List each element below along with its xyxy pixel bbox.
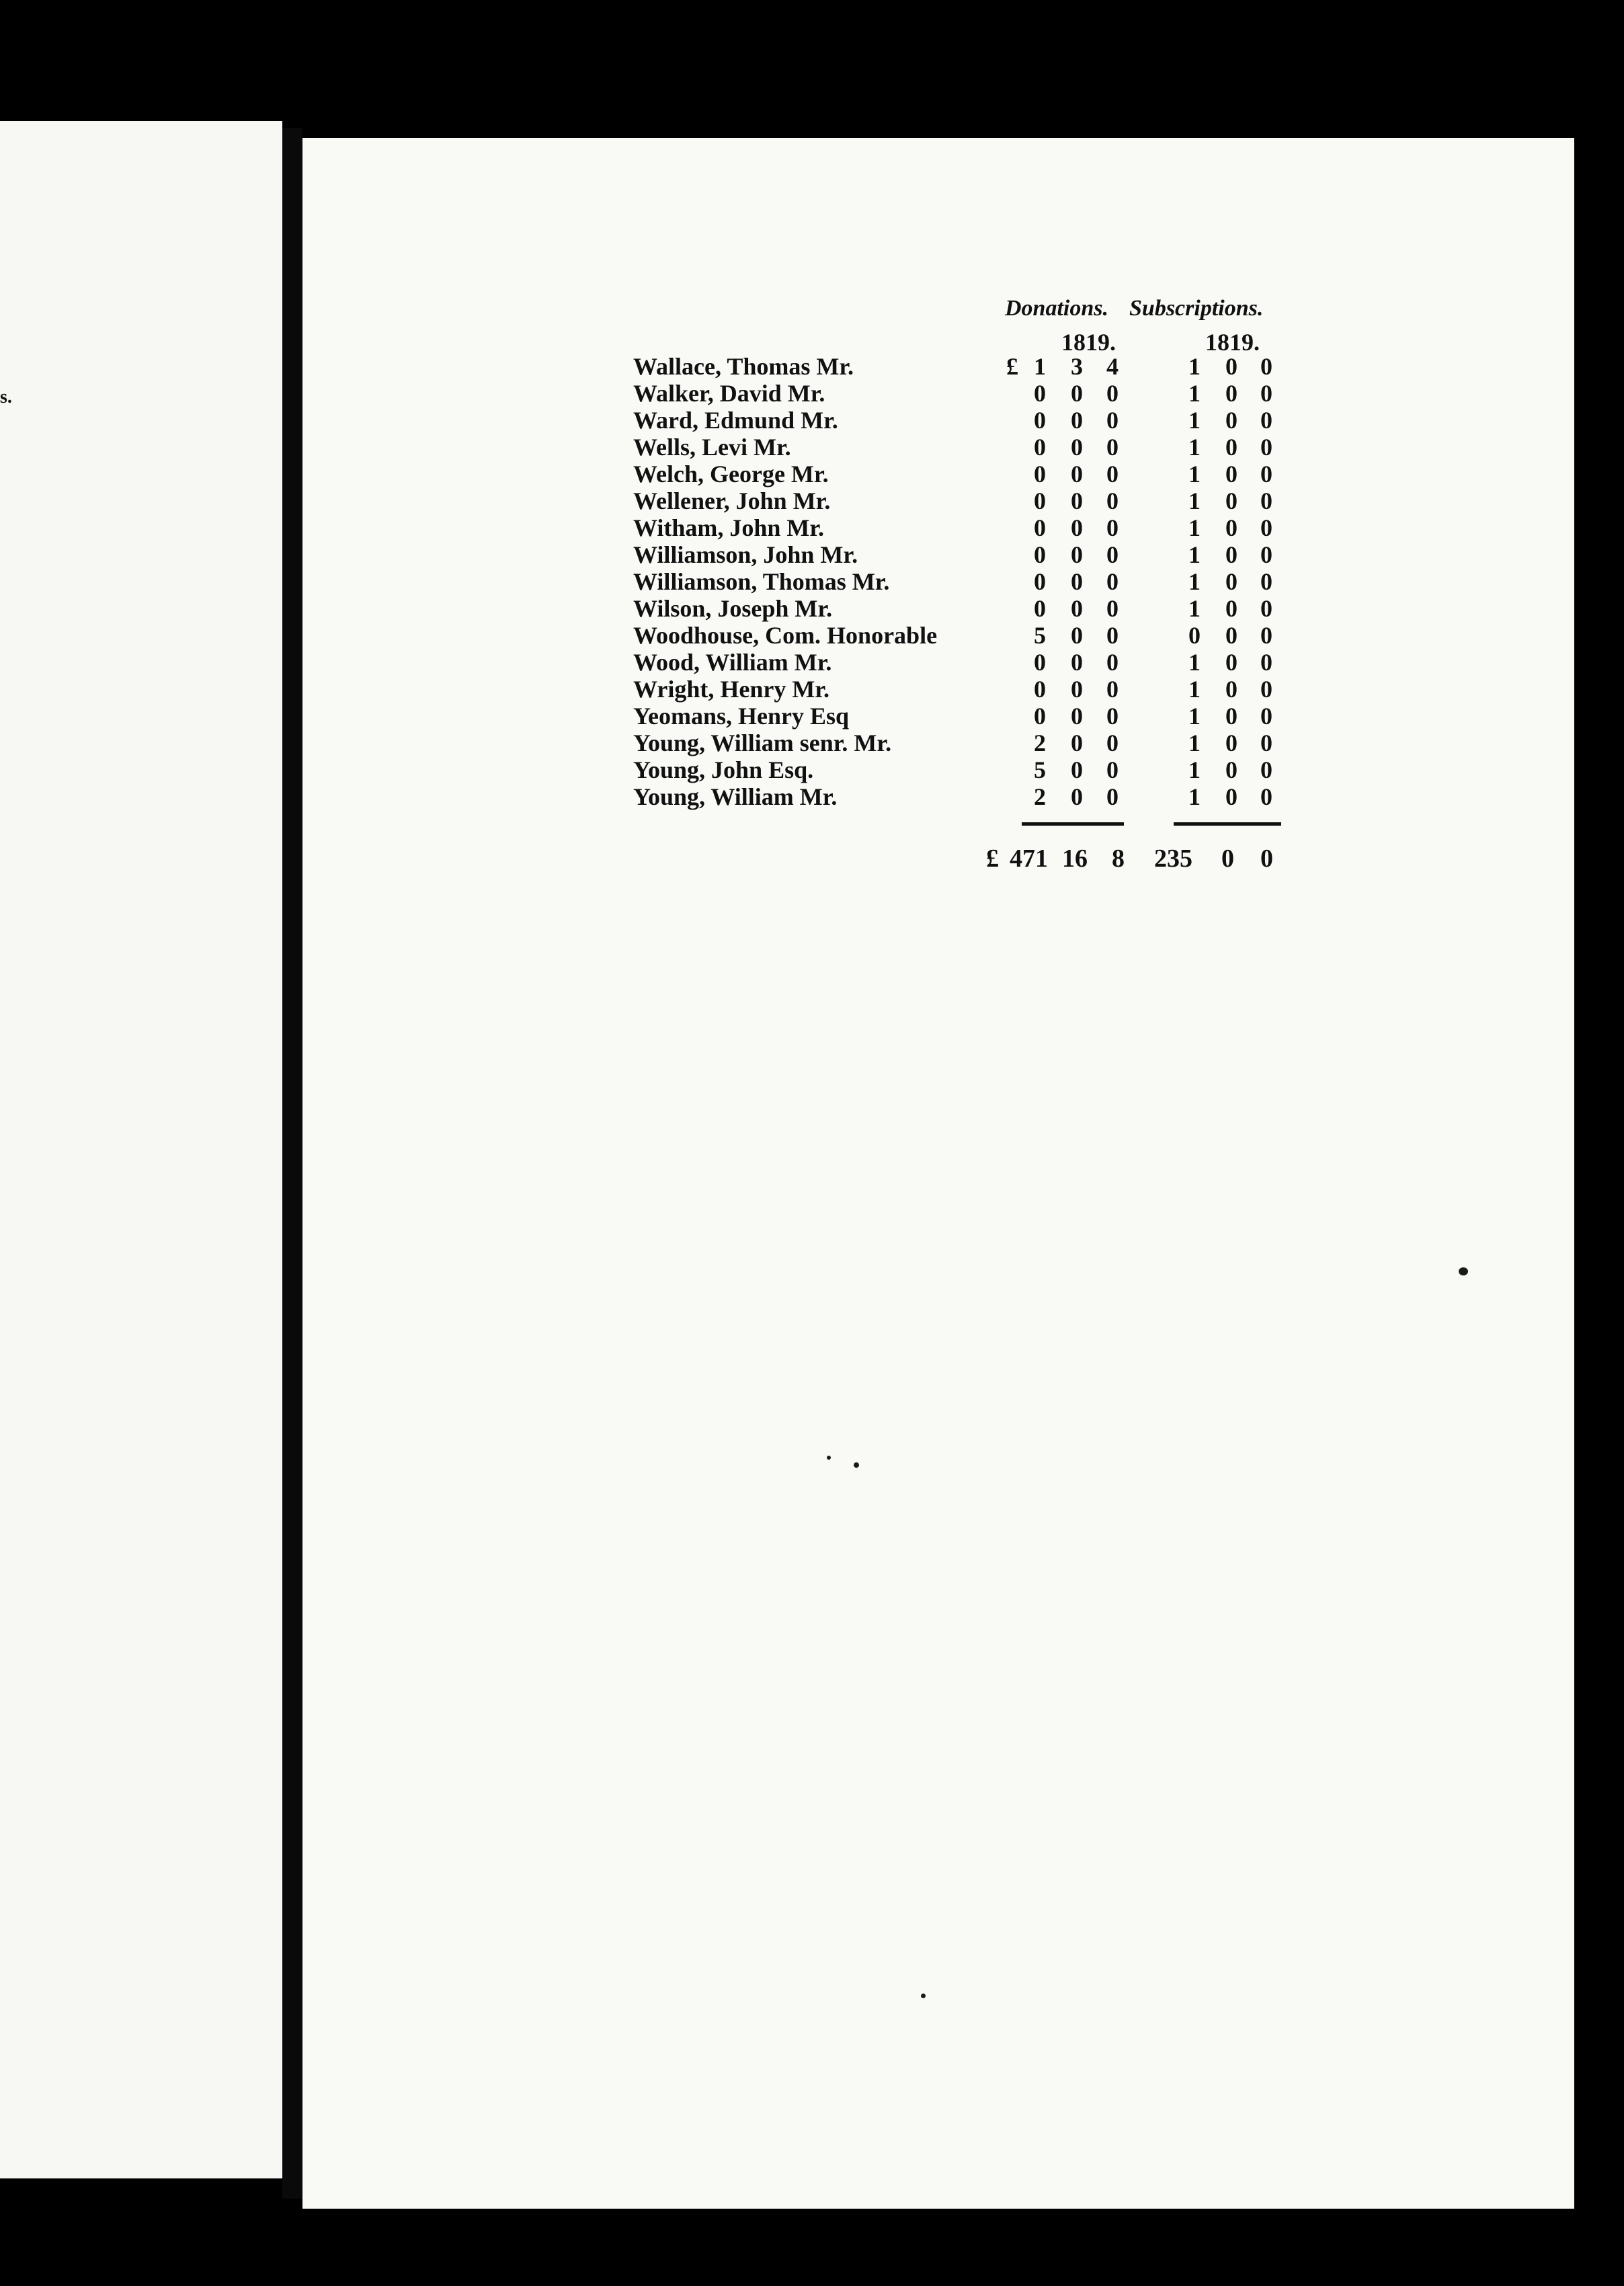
- donation-pounds: 0: [1034, 380, 1046, 407]
- donation-pounds: 0: [1034, 434, 1046, 461]
- subscriber-name: Williamson, John Mr.: [633, 541, 858, 568]
- subscription-pence: 0: [1260, 622, 1272, 649]
- subscriptions-header: Subscriptions.: [1129, 296, 1264, 321]
- table-row: [633, 703, 1305, 730]
- subscriber-name: Walker, David Mr.: [633, 380, 825, 407]
- donation-shillings: 0: [1071, 487, 1083, 514]
- subscriber-name: Welch, George Mr.: [633, 461, 829, 487]
- donation-pence: 0: [1106, 756, 1119, 783]
- donation-shillings: 0: [1071, 649, 1083, 676]
- totals-row: [633, 842, 1305, 875]
- donation-pounds: 1: [1034, 353, 1046, 380]
- left-page: [0, 121, 282, 2178]
- donation-pence: 0: [1106, 649, 1119, 676]
- subscription-shillings: 0: [1225, 434, 1237, 461]
- paper-speck: [854, 1462, 859, 1468]
- subscriber-name: Wells, Levi Mr.: [633, 434, 791, 461]
- table-row: [633, 353, 1305, 380]
- donation-pounds: 0: [1034, 649, 1046, 676]
- subscription-shillings: 0: [1225, 622, 1237, 649]
- donation-pounds: 0: [1034, 703, 1046, 730]
- subscription-shillings: 0: [1225, 541, 1237, 568]
- donation-pounds: 2: [1034, 730, 1046, 756]
- subscription-pence: 0: [1260, 461, 1272, 487]
- subscription-shillings: 0: [1225, 730, 1237, 756]
- table-row: [633, 568, 1305, 595]
- subscription-pence: 0: [1260, 514, 1272, 541]
- donation-pence: 0: [1106, 622, 1119, 649]
- donation-shillings: 0: [1071, 380, 1083, 407]
- subscription-shillings: 0: [1225, 783, 1237, 810]
- subscription-pounds: 1: [1188, 353, 1201, 380]
- subscription-pence: 0: [1260, 353, 1272, 380]
- subscription-pence: 0: [1260, 568, 1272, 595]
- table-row: [633, 380, 1305, 407]
- subscription-shillings: 0: [1225, 407, 1237, 434]
- subscription-pence: 0: [1260, 676, 1272, 703]
- table-row: [633, 434, 1305, 461]
- subscription-pounds: 1: [1188, 541, 1201, 568]
- subscription-pence: 0: [1260, 703, 1272, 730]
- subscriber-name: Ward, Edmund Mr.: [633, 407, 838, 434]
- subscription-pence: 0: [1260, 756, 1272, 783]
- donation-pence: 0: [1106, 568, 1119, 595]
- donation-pounds: 0: [1034, 568, 1046, 595]
- donation-pounds: 0: [1034, 514, 1046, 541]
- subscription-table: [633, 296, 1305, 901]
- table-row: [633, 730, 1305, 756]
- paper-speck: [1459, 1267, 1468, 1275]
- donation-shillings: 0: [1071, 541, 1083, 568]
- donation-shillings: 0: [1071, 622, 1083, 649]
- subscription-shillings: 0: [1225, 676, 1237, 703]
- subscription-pounds: 1: [1188, 407, 1201, 434]
- donation-pence: 0: [1106, 407, 1119, 434]
- table-row: [633, 514, 1305, 541]
- subscription-pounds: 1: [1188, 595, 1201, 622]
- left-page-mark: s.: [0, 387, 12, 407]
- subscriptions-total-rule: [1174, 822, 1281, 826]
- table-row: [633, 756, 1305, 783]
- subscription-pounds: 1: [1188, 434, 1201, 461]
- subscription-shillings: 0: [1225, 487, 1237, 514]
- donation-pence: 0: [1106, 703, 1119, 730]
- donations-total-shillings: 16: [1062, 844, 1088, 873]
- donation-shillings: 0: [1071, 514, 1083, 541]
- subscription-pence: 0: [1260, 649, 1272, 676]
- table-row: [633, 622, 1305, 649]
- donation-pence: 0: [1106, 380, 1119, 407]
- table-row: [633, 407, 1305, 434]
- subscription-pence: 0: [1260, 730, 1272, 756]
- subscription-pence: 0: [1260, 595, 1272, 622]
- total-pound-sign: £: [986, 844, 999, 873]
- subscription-pounds: 1: [1188, 487, 1201, 514]
- donations-total-pence: 8: [1112, 844, 1125, 873]
- donation-pence: 0: [1106, 676, 1119, 703]
- paper-speck: [827, 1456, 831, 1460]
- donation-shillings: 0: [1071, 434, 1083, 461]
- subscriber-name: Young, William Mr.: [633, 783, 838, 810]
- table-row: [633, 461, 1305, 487]
- donation-pence: 0: [1106, 487, 1119, 514]
- subscription-pounds: 1: [1188, 676, 1201, 703]
- subscriptions-year: 1819.: [1205, 329, 1260, 356]
- donation-pence: 0: [1106, 730, 1119, 756]
- donation-shillings: 0: [1071, 461, 1083, 487]
- table-row: [633, 676, 1305, 703]
- subscriber-name: Wallace, Thomas Mr.: [633, 353, 854, 380]
- table-row: [633, 487, 1305, 514]
- subscriber-name: Williamson, Thomas Mr.: [633, 568, 890, 595]
- pound-sign: £: [1006, 353, 1018, 380]
- donation-shillings: 0: [1071, 595, 1083, 622]
- table-row: [633, 649, 1305, 676]
- subscription-pence: 0: [1260, 380, 1272, 407]
- donation-shillings: 0: [1071, 676, 1083, 703]
- subscription-pounds: 0: [1188, 622, 1201, 649]
- table-row: [633, 541, 1305, 568]
- subscription-pounds: 1: [1188, 703, 1201, 730]
- donation-shillings: 0: [1071, 407, 1083, 434]
- donation-pounds: 0: [1034, 461, 1046, 487]
- donations-header: Donations.: [1005, 296, 1108, 321]
- donations-total-pounds: 471: [1010, 844, 1048, 873]
- subscription-shillings: 0: [1225, 461, 1237, 487]
- subscription-pounds: 1: [1188, 568, 1201, 595]
- subscriber-name: Witham, John Mr.: [633, 514, 825, 541]
- donation-pence: 0: [1106, 434, 1119, 461]
- donation-pence: 0: [1106, 783, 1119, 810]
- donation-pounds: 2: [1034, 783, 1046, 810]
- donation-pounds: 5: [1034, 756, 1046, 783]
- donation-pence: 4: [1106, 353, 1119, 380]
- donation-shillings: 0: [1071, 730, 1083, 756]
- subscriber-name: Yeomans, Henry Esq: [633, 703, 850, 730]
- subscription-pounds: 1: [1188, 730, 1201, 756]
- donation-pence: 0: [1106, 595, 1119, 622]
- paper-speck: [921, 1994, 926, 1998]
- book-spine: [282, 128, 302, 2199]
- donation-pounds: 0: [1034, 487, 1046, 514]
- subscription-pounds: 1: [1188, 783, 1201, 810]
- donation-pounds: 0: [1034, 407, 1046, 434]
- donation-pounds: 5: [1034, 622, 1046, 649]
- subscription-pounds: 1: [1188, 380, 1201, 407]
- subscriber-name: Woodhouse, Com. Honorable: [633, 622, 938, 649]
- table-row: [633, 595, 1305, 622]
- donation-shillings: 0: [1071, 703, 1083, 730]
- subscription-pounds: 1: [1188, 461, 1201, 487]
- donation-pence: 0: [1106, 514, 1119, 541]
- subscriber-name: Wood, William Mr.: [633, 649, 832, 676]
- subscription-shillings: 0: [1225, 756, 1237, 783]
- donations-total-rule: [1022, 822, 1124, 826]
- subscription-shillings: 0: [1225, 380, 1237, 407]
- subscriptions-total-pence: 0: [1260, 844, 1273, 873]
- donation-shillings: 0: [1071, 756, 1083, 783]
- donation-shillings: 3: [1071, 353, 1083, 380]
- subscriptions-total-pounds: 235: [1154, 844, 1192, 873]
- subscription-shillings: 0: [1225, 353, 1237, 380]
- subscription-shillings: 0: [1225, 568, 1237, 595]
- subscriptions-total-shillings: 0: [1221, 844, 1234, 873]
- subscription-pounds: 1: [1188, 649, 1201, 676]
- subscription-pence: 0: [1260, 434, 1272, 461]
- subscription-pence: 0: [1260, 407, 1272, 434]
- subscription-shillings: 0: [1225, 514, 1237, 541]
- donation-pounds: 0: [1034, 541, 1046, 568]
- subscription-shillings: 0: [1225, 703, 1237, 730]
- donations-year: 1819.: [1061, 329, 1116, 356]
- donation-shillings: 0: [1071, 568, 1083, 595]
- subscription-pounds: 1: [1188, 514, 1201, 541]
- subscriber-name: Young, William senr. Mr.: [633, 730, 892, 756]
- table-row: [633, 783, 1305, 810]
- subscription-pounds: 1: [1188, 756, 1201, 783]
- donation-pounds: 0: [1034, 595, 1046, 622]
- subscriber-name: Wellener, John Mr.: [633, 487, 831, 514]
- donation-pence: 0: [1106, 461, 1119, 487]
- subscriber-name: Wright, Henry Mr.: [633, 676, 829, 703]
- subscriber-name: Wilson, Joseph Mr.: [633, 595, 833, 622]
- subscription-shillings: 0: [1225, 595, 1237, 622]
- subscriber-name: Young, John Esq.: [633, 756, 814, 783]
- donation-shillings: 0: [1071, 783, 1083, 810]
- subscription-pence: 0: [1260, 541, 1272, 568]
- subscription-pence: 0: [1260, 487, 1272, 514]
- donation-pounds: 0: [1034, 676, 1046, 703]
- subscription-shillings: 0: [1225, 649, 1237, 676]
- subscription-pence: 0: [1260, 783, 1272, 810]
- donation-pence: 0: [1106, 541, 1119, 568]
